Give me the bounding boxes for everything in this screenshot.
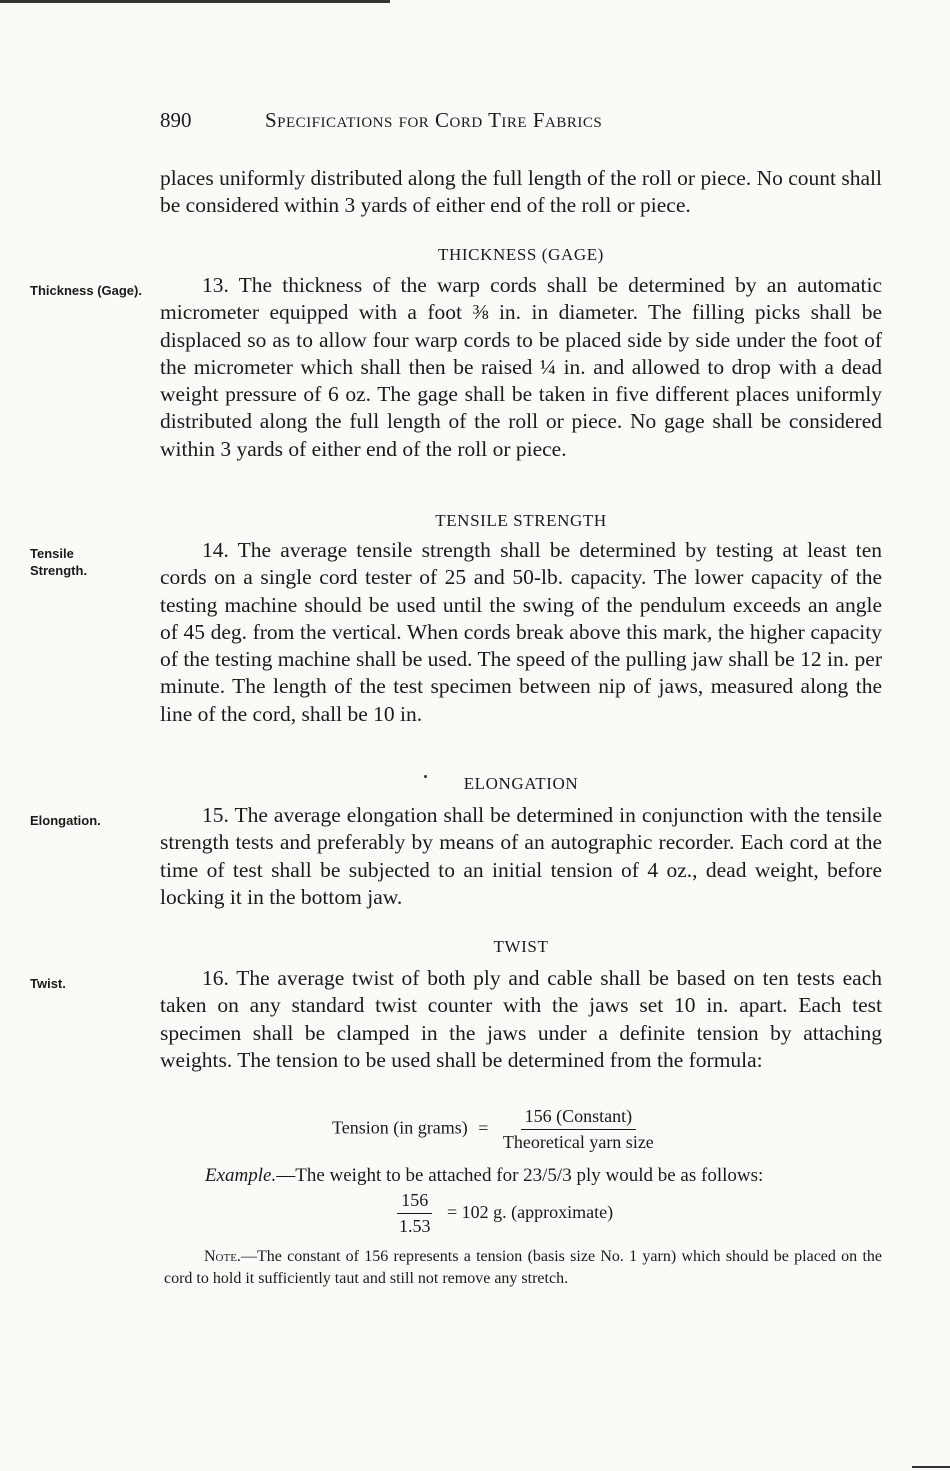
note-paragraph [164, 1246, 882, 1289]
example-line [160, 1165, 927, 1187]
page-edge-mark [912, 1466, 950, 1468]
formula-equals: = [478, 1117, 489, 1138]
formula-denominator: Theoretical yarn size [502, 1132, 654, 1152]
paragraph-tensile-strength: 14. The average tensile strength shall be determined by testing at least ten cords on a single cord tester of 25 and 50-lb. capacity. The lower capacity of the testing machine should be used until the swing of the pendulum exceeds an angle of 45 deg. from the vertical. When cords break above this mark, the higher capacity of the testing machine shall be used. The speed of the pulling jaw shall be 12 in. per minute. The length of the test specimen between nip of jaws, measured along the line of the cord, shall be 10 in. [160, 538, 882, 726]
note-text: —The constant of 156 represents a tension (basis size No. 1 yarn) which should be placed on the cord to hold it sufficiently taut and still not remove any stretch. [164, 1248, 882, 1287]
section-heading-tensile-strength: TENSILE STRENGTH [435, 511, 607, 530]
example-label: Example. [205, 1165, 277, 1186]
paragraph-elongation: 15. The average elongation shall be determined in conjunction with the tensile strength tests and preferably by means of an autographic recorder. Each cord at the time of test shall be subjected to an initial tension of 4 oz., dead weight, before locking it in the bottom jaw. [160, 803, 882, 909]
fraction-one-quarter: ¼ [539, 354, 557, 379]
example-denominator: 1.53 [399, 1216, 431, 1236]
example-result: = 102 g. (approximate) [447, 1201, 614, 1222]
top-rule [0, 0, 390, 3]
margin-label-twist: Twist. [30, 976, 66, 991]
formula-numerator: 156 (Constant) [521, 1106, 637, 1130]
continuation-paragraph: places uniformly distributed along the full length of the roll or piece. No count shall be considered within 3 yards of either end of the roll or piece. [160, 166, 882, 218]
paragraph-thickness: 13. The thickness of the warp cords shall be determined by an automatic micrometer equipped with a foot ⅜ in. in diameter. The filling picks shall be displaced so as to allow four warp cords to be placed side by side under the foot of the micrometer which shall then be raised ¼ in. and allowed to drop with a dead weight pressure of 6 oz. The gage shall be taken in five different places uniformly distributed along the full length of the roll or piece. No gage shall be considered within 3 yards of either end of the roll or piece. [160, 273, 882, 461]
margin-label-thickness: Thickness (Gage). [30, 283, 142, 298]
example-calculation [160, 1190, 950, 1237]
note-label: Note. [204, 1248, 241, 1265]
example-text: —The weight to be attached for 23/5/3 ply would be as follows: [276, 1165, 764, 1186]
section-heading-twist: TWIST [493, 937, 549, 956]
section-heading-thickness: THICKNESS (GAGE) [438, 245, 604, 264]
formula-lhs: Tension (in grams) [332, 1117, 468, 1138]
page-number: 890 [160, 108, 192, 132]
margin-label-elongation: Elongation. [30, 813, 101, 828]
page-header [160, 108, 880, 133]
margin-label-tensile-strength: Tensile Strength. [30, 546, 88, 578]
formula-fraction [499, 1106, 658, 1153]
tension-formula [160, 1106, 950, 1153]
example-numerator: 156 [397, 1190, 432, 1214]
paragraph-twist: 16. The average twist of both ply and cable shall be based on ten tests each taken on any standard twist counter with the jaws set 10 in. apart. Each test specimen shall be clamped in the jaws under a definite tension by attaching weights. The tension to be used shall be determined from the formula: [160, 966, 882, 1072]
section-heading-elongation: ELONGATION [463, 774, 579, 793]
example-fraction [395, 1190, 435, 1237]
running-title: Specifications for Cord Tire Fabrics [265, 108, 603, 132]
fraction-three-eighths: ⅜ [472, 300, 489, 325]
